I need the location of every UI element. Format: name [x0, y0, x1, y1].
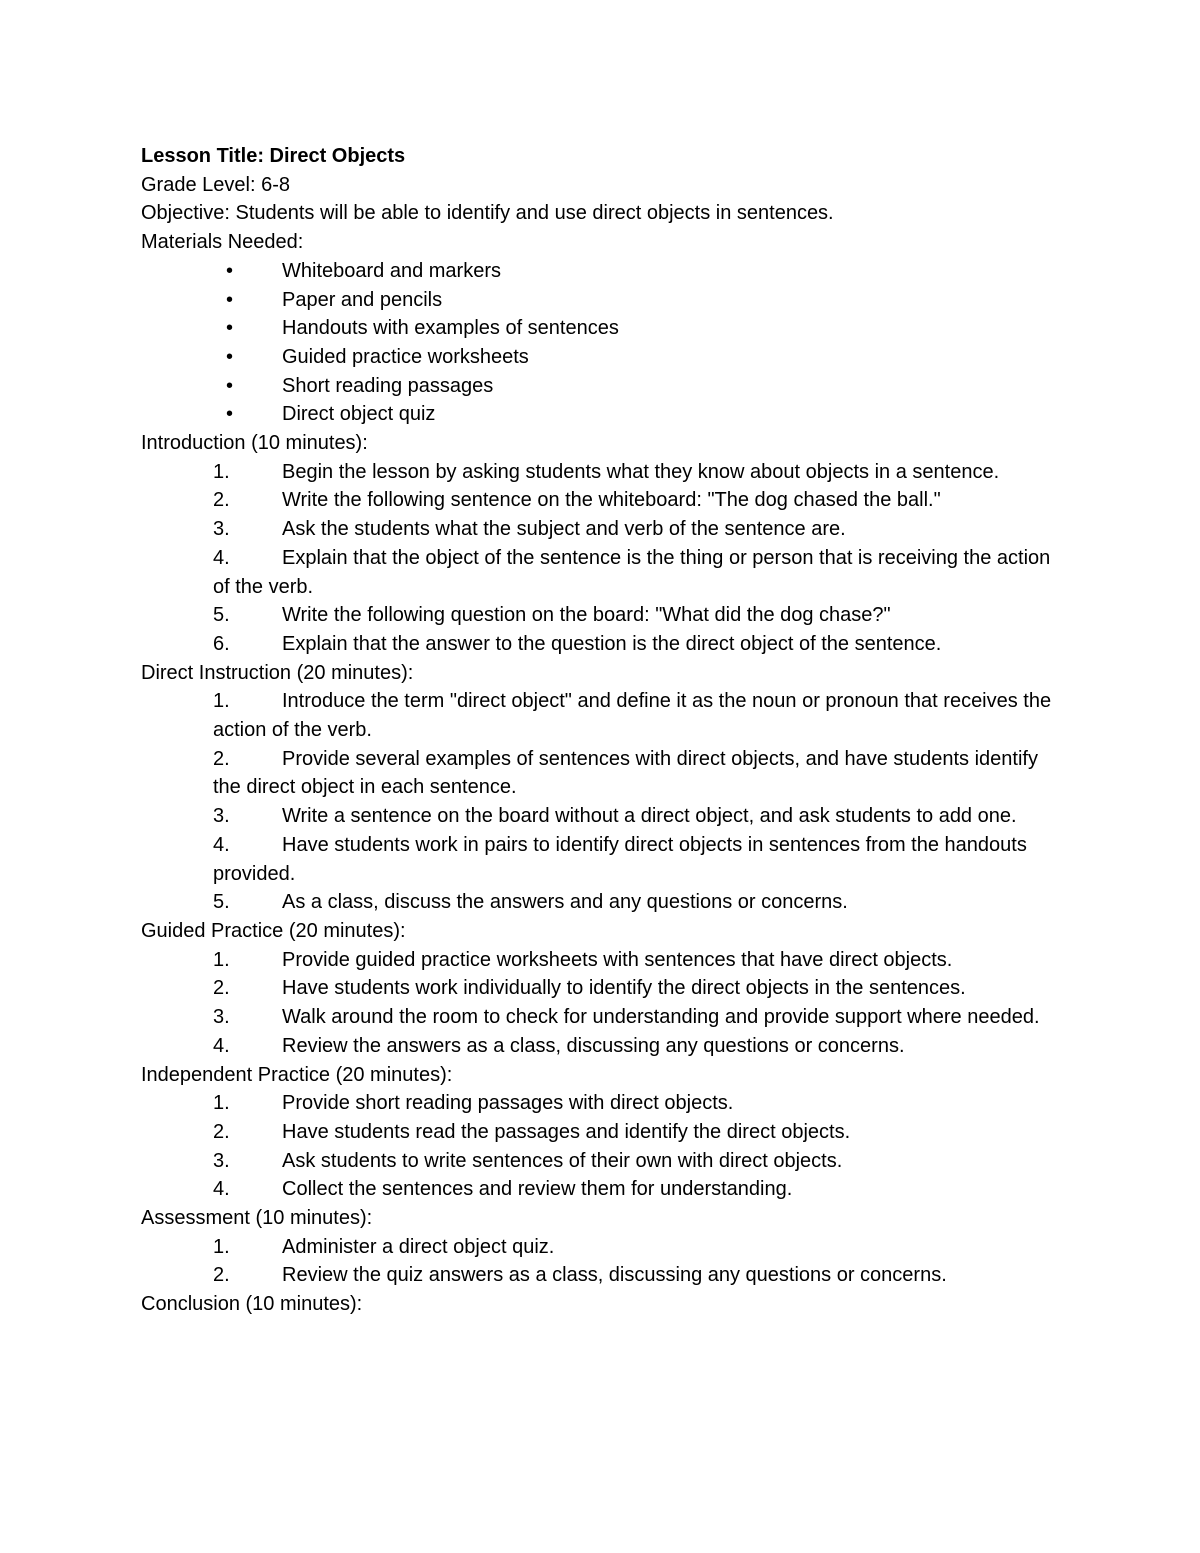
list-number: 2.	[213, 1264, 230, 1287]
list-number: 3.	[213, 805, 230, 828]
materials-item-text: Handouts with examples of sentences	[282, 317, 619, 340]
materials-item-text: Guided practice worksheets	[282, 345, 529, 368]
list-item	[141, 601, 1070, 630]
list-number: 4.	[213, 1034, 230, 1057]
list-item	[141, 544, 1070, 601]
bullet-icon: •	[226, 259, 234, 282]
bullet-icon: •	[226, 317, 234, 340]
materials-item	[141, 343, 1070, 372]
list-item-text: Provide guided practice worksheets with sentences that have direct objects.	[282, 948, 953, 971]
list-item-text: Administer a direct object quiz.	[282, 1235, 555, 1258]
list-item	[141, 831, 1070, 888]
list-number: 6.	[213, 632, 230, 655]
list-number: 1.	[213, 948, 230, 971]
list-item	[141, 1003, 1070, 1032]
list-number: 3.	[213, 518, 230, 541]
assessment-heading: Assessment (10 minutes):	[141, 1207, 373, 1230]
list-item-text: Review the quiz answers as a class, discussing any questions or concerns.	[282, 1264, 947, 1287]
materials-item	[141, 400, 1070, 429]
list-item-text: Begin the lesson by asking students what they know about objects in a sentence.	[282, 460, 1000, 483]
list-item	[141, 946, 1070, 975]
list-item	[141, 515, 1070, 544]
list-item	[141, 1175, 1070, 1204]
list-item	[141, 486, 1070, 515]
list-item-text: Explain that the object of the sentence is the thing or person that is receiving the action of the verb.	[213, 546, 1051, 598]
lesson-title: Lesson Title: Direct Objects	[141, 145, 406, 167]
list-item-text: Write a sentence on the board without a direct object, and ask students to add one.	[282, 805, 1017, 828]
list-item	[141, 888, 1070, 917]
introduction-heading: Introduction (10 minutes):	[141, 432, 368, 455]
materials-item-text: Whiteboard and markers	[282, 259, 501, 282]
list-number: 5.	[213, 604, 230, 627]
materials-item	[141, 286, 1070, 315]
materials-item	[141, 314, 1070, 343]
list-item	[141, 1147, 1070, 1176]
list-item	[141, 1261, 1070, 1290]
materials-item-text: Paper and pencils	[282, 288, 443, 311]
materials-item-text: Direct object quiz	[282, 403, 436, 426]
list-number: 2.	[213, 747, 230, 770]
list-item	[141, 1233, 1070, 1262]
list-number: 5.	[213, 891, 230, 914]
list-item-text: Write the following question on the board: "What did the dog chase?"	[282, 604, 891, 627]
bullet-icon: •	[226, 288, 234, 311]
list-number: 2.	[213, 977, 230, 1000]
list-item	[141, 745, 1070, 802]
list-item-text: As a class, discuss the answers and any questions or concerns.	[282, 891, 848, 914]
independent-practice-heading: Independent Practice (20 minutes):	[141, 1063, 453, 1086]
bullet-icon: •	[226, 345, 234, 368]
list-item-text: Ask the students what the subject and verb of the sentence are.	[282, 518, 846, 541]
objective: Objective: Students will be able to identify and use direct objects in sentences.	[141, 202, 834, 225]
list-item-text: Have students work in pairs to identify direct objects in sentences from the handouts provided.	[213, 833, 1027, 885]
list-number: 3.	[213, 1149, 230, 1172]
list-item	[141, 458, 1070, 487]
list-item-text: Explain that the answer to the question is the direct object of the sentence.	[282, 632, 942, 655]
direct-instruction-heading: Direct Instruction (20 minutes):	[141, 661, 414, 684]
list-item	[141, 1118, 1070, 1147]
list-number: 2.	[213, 1120, 230, 1143]
list-item-text: Ask students to write sentences of their own with direct objects.	[282, 1149, 843, 1172]
list-item-text: Have students read the passages and identify the direct objects.	[282, 1120, 851, 1143]
list-item	[141, 974, 1070, 1003]
list-item-text: Collect the sentences and review them for understanding.	[282, 1178, 793, 1201]
list-number: 2.	[213, 489, 230, 512]
list-item-text: Have students work individually to identify the direct objects in the sentences.	[282, 977, 966, 1000]
materials-heading: Materials Needed:	[141, 231, 304, 254]
materials-item-text: Short reading passages	[282, 374, 494, 397]
list-item	[141, 687, 1070, 744]
list-item	[141, 802, 1070, 831]
list-number: 1.	[213, 1235, 230, 1258]
list-number: 1.	[213, 1092, 230, 1115]
list-number: 3.	[213, 1006, 230, 1029]
materials-item	[141, 372, 1070, 401]
list-number: 4.	[213, 1178, 230, 1201]
list-number: 4.	[213, 546, 230, 569]
bullet-icon: •	[226, 374, 234, 397]
conclusion-heading: Conclusion (10 minutes):	[141, 1293, 363, 1316]
list-item-text: Provide short reading passages with direct objects.	[282, 1092, 734, 1115]
list-item-text: Walk around the room to check for understanding and provide support where needed.	[282, 1006, 1040, 1029]
list-item	[141, 1032, 1070, 1061]
bullet-icon: •	[226, 403, 234, 426]
list-number: 4.	[213, 833, 230, 856]
materials-item	[141, 257, 1070, 286]
list-item-text: Review the answers as a class, discussing any questions or concerns.	[282, 1034, 905, 1057]
list-number: 1.	[213, 690, 230, 713]
list-item	[141, 630, 1070, 659]
list-number: 1.	[213, 460, 230, 483]
grade-level: Grade Level: 6-8	[141, 173, 290, 196]
list-item-text: Introduce the term "direct object" and define it as the noun or pronoun that receives the action of the verb.	[213, 690, 1052, 742]
guided-practice-heading: Guided Practice (20 minutes):	[141, 919, 406, 942]
list-item	[141, 1089, 1070, 1118]
list-item-text: Provide several examples of sentences with direct objects, and have students identify the direct object in each sentence.	[213, 747, 1038, 799]
list-item-text: Write the following sentence on the whiteboard: "The dog chased the ball."	[282, 489, 941, 512]
